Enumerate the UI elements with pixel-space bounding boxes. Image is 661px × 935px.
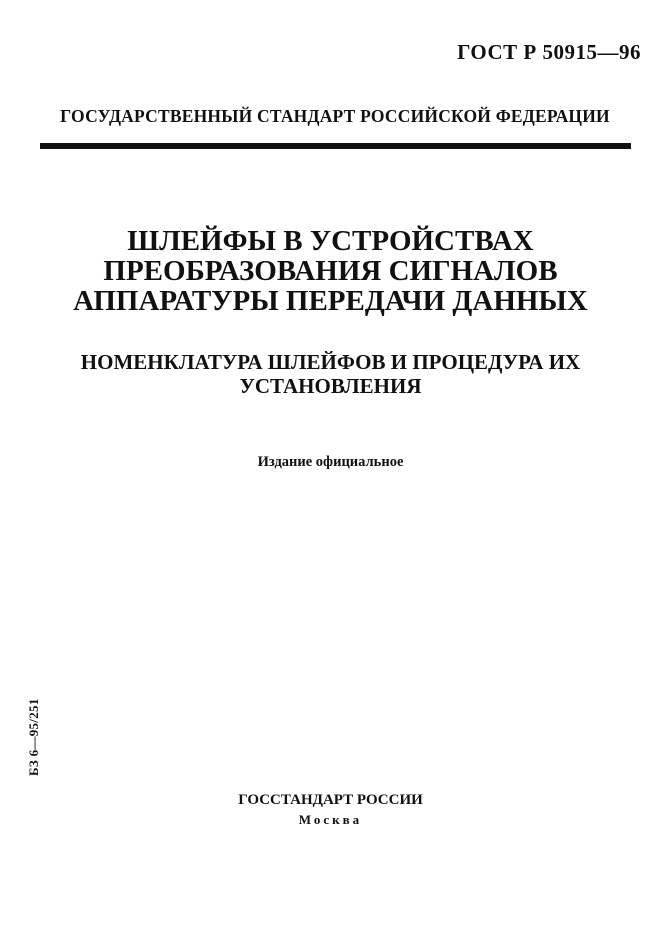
standard-number: ГОСТ Р 50915—96 bbox=[457, 40, 641, 64]
title-line: АППАРАТУРЫ ПЕРЕДАЧИ ДАННЫХ bbox=[73, 285, 588, 317]
title-line: ШЛЕЙФЫ В УСТРОЙСТВАХ bbox=[127, 225, 534, 257]
edition-label: Издание официальное bbox=[257, 454, 404, 470]
document-title bbox=[20, 226, 641, 316]
catalog-code: БЗ 6—95/251 bbox=[26, 698, 41, 776]
state-standard-header: ГОСУДАРСТВЕННЫЙ СТАНДАРТ РОССИЙСКОЙ ФЕДЕРАЦИИ bbox=[60, 106, 610, 126]
publisher-city: Москва bbox=[298, 812, 363, 827]
document-subtitle bbox=[20, 350, 641, 398]
header-rule bbox=[40, 143, 631, 149]
subtitle-line: УСТАНОВЛЕНИЯ bbox=[239, 374, 422, 398]
publisher-name: ГОССТАНДАРТ РОССИИ bbox=[238, 792, 423, 808]
subtitle-line: НОМЕНКЛАТУРА ШЛЕЙФОВ И ПРОЦЕДУРА ИХ bbox=[80, 350, 581, 374]
title-line: ПРЕОБРАЗОВАНИЯ СИГНАЛОВ bbox=[103, 255, 558, 287]
